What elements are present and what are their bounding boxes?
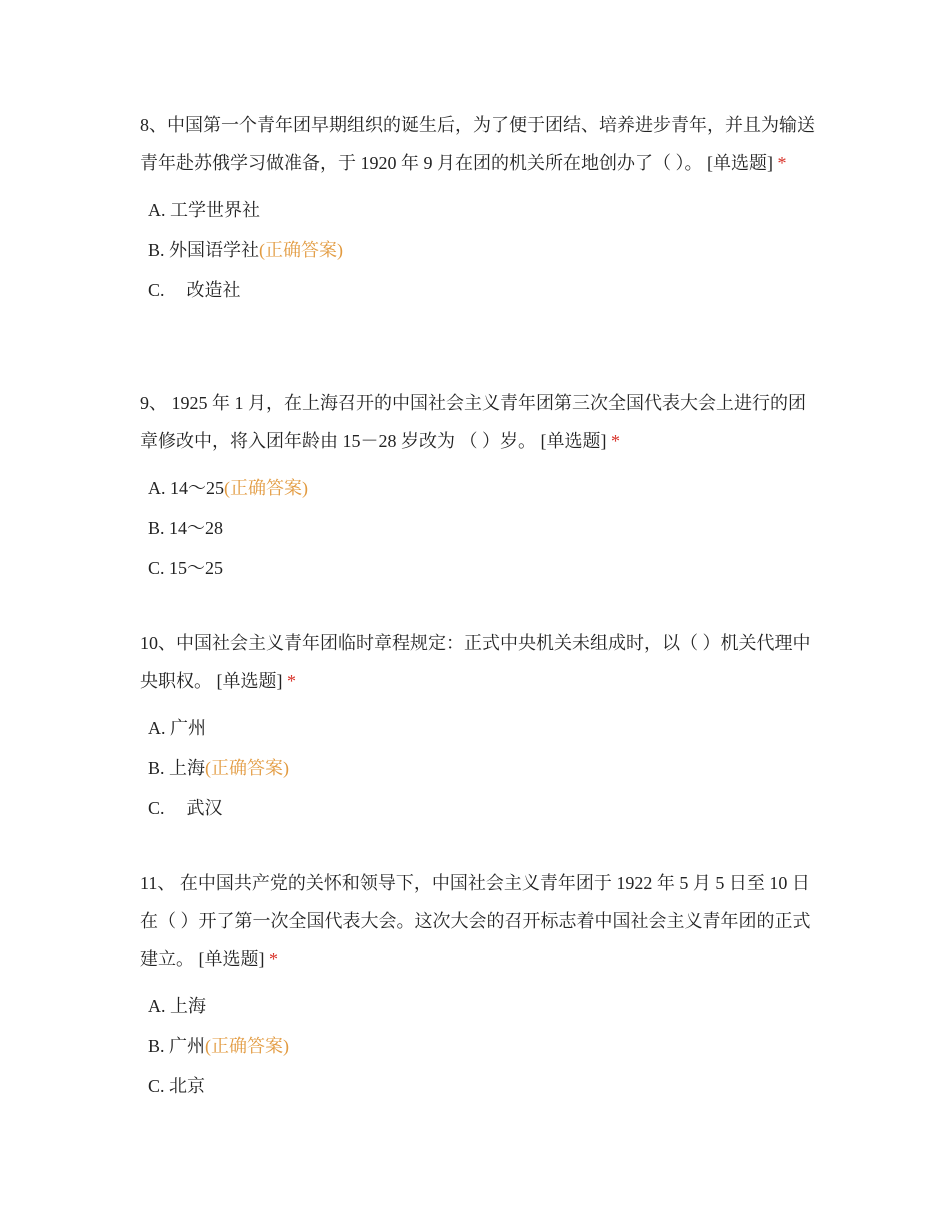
question-text: 10、中国社会主义青年团临时章程规定：正式中央机关未组成时，以（ ）机关代理中央职权。 [单选题] *	[140, 633, 811, 691]
option-a[interactable]: A. 14～25(正确答案)	[148, 478, 308, 498]
question-text: 11、 在中国共产党的关怀和领导下，中国社会主义青年团于 1922 年 5 月 5 日至 10 日在（ ）开了第一次全国代表大会。这次大会的召开标志着中国社会主义青年团的正式建立。 [单选题] *	[140, 873, 811, 969]
option-list	[148, 468, 820, 588]
option-a[interactable]: A. 上海	[148, 996, 206, 1016]
correct-answer-label: (正确答案)	[205, 1036, 290, 1056]
option-text: 上海	[169, 758, 206, 778]
question-text: 8、中国第一个青年团早期组织的诞生后，为了便于团结、培养进步青年，并且为输送青年赴苏俄学习做准备，于 1920 年 9 月在团的机关所在地创办了（ ）。 [单选题] *	[140, 115, 815, 173]
option-text: 工学世界社	[170, 200, 260, 220]
option-c[interactable]: C. 15～25	[148, 558, 224, 578]
option-text: 北京	[169, 1076, 206, 1096]
option-text: 武汉	[186, 798, 223, 818]
option-b[interactable]: B. 外国语学社(正确答案)	[148, 240, 344, 260]
option-list	[148, 986, 820, 1106]
option-b[interactable]: B. 14～28	[148, 518, 224, 538]
question-9	[140, 384, 820, 588]
correct-answer-label: (正确答案)	[259, 240, 344, 260]
option-c[interactable]: C. 改造社	[148, 280, 241, 300]
question-text: 9、 1925 年 1 月，在上海召开的中国社会主义青年团第三次全国代表大会上进行的团章修改中，将入团年龄由 15－28 岁改为 （ ）岁。 [单选题] *	[140, 393, 806, 451]
correct-answer-label: (正确答案)	[205, 758, 290, 778]
option-text: 14～25	[170, 478, 224, 498]
required-mark: *	[777, 153, 787, 173]
question-8	[140, 106, 820, 310]
option-b[interactable]: B. 广州(正确答案)	[148, 1036, 290, 1056]
option-a[interactable]: A. 广州	[148, 718, 206, 738]
option-text: 外国语学社	[169, 240, 260, 260]
option-text: 14～28	[169, 518, 224, 538]
option-b[interactable]: B. 上海(正确答案)	[148, 758, 290, 778]
question-11	[140, 864, 820, 1106]
required-mark: *	[611, 431, 620, 451]
required-mark: *	[269, 949, 278, 969]
option-text: 广州	[170, 718, 206, 738]
option-list	[148, 190, 820, 310]
option-c[interactable]: C. 武汉	[148, 798, 223, 818]
correct-answer-label: (正确答案)	[224, 478, 308, 498]
option-text: 上海	[170, 996, 206, 1016]
option-a[interactable]: A. 工学世界社	[148, 200, 260, 220]
question-10	[140, 624, 820, 828]
option-text: 改造社	[186, 280, 241, 300]
option-c[interactable]: C. 北京	[148, 1076, 206, 1096]
option-text: 15～25	[169, 558, 224, 578]
required-mark: *	[287, 671, 296, 691]
option-text: 广州	[169, 1036, 206, 1056]
option-list	[148, 708, 820, 828]
